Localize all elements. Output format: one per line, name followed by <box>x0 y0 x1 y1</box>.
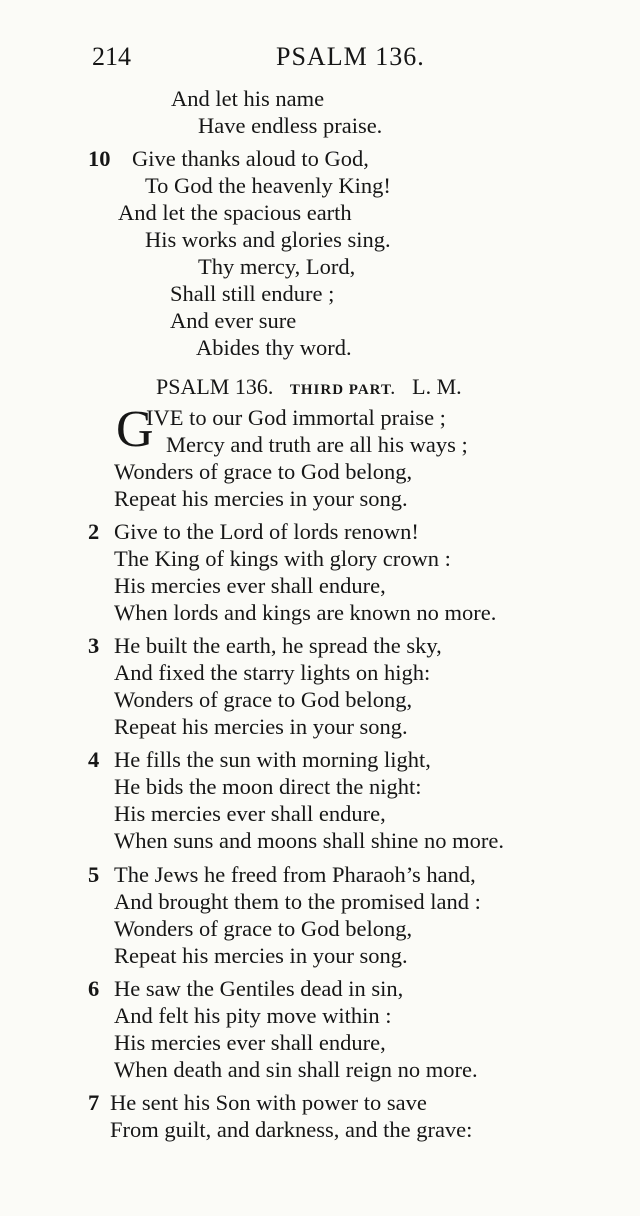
verse-line: When suns and moons shall shine no more. <box>114 828 504 853</box>
verse-line: Wonders of grace to God belong, <box>114 687 413 712</box>
verse-number: 2 <box>88 519 100 544</box>
verse-number: 4 <box>88 747 100 772</box>
verse-line: His mercies ever shall endure, <box>114 801 386 826</box>
verse-line: Repeat his mercies in your song. <box>114 486 408 511</box>
section-heading <box>156 374 462 400</box>
verse-line: He fills the sun with morning light, <box>114 747 431 772</box>
section-psalm: PSALM 136. <box>156 374 274 399</box>
running-title: PSALM 136. <box>276 42 425 71</box>
page-header <box>0 42 640 82</box>
drop-cap: G <box>116 401 154 458</box>
verse-line: Wonders of grace to God belong, <box>114 459 413 484</box>
verse-line: His mercies ever shall endure, <box>114 573 386 598</box>
verse-line: IVE to our God immortal praise ; <box>146 405 446 430</box>
verse-line: Mercy and truth are all his ways ; <box>166 432 468 457</box>
verse-line: To God the heavenly King! <box>145 173 391 198</box>
verse-line: And fixed the starry lights on high: <box>114 660 431 685</box>
verse-line: He saw the Gentiles dead in sin, <box>114 976 404 1001</box>
verse-line: His works and glories sing. <box>145 227 391 252</box>
verse-number: 5 <box>88 862 100 887</box>
verse-line: Give thanks aloud to God, <box>132 146 369 171</box>
section-meter: L. M. <box>412 374 462 399</box>
verse-line: Thy mercy, Lord, <box>198 254 356 279</box>
verse-line: He built the earth, he spread the sky, <box>114 633 442 658</box>
verse-line: Have endless praise. <box>198 113 383 138</box>
verse-line: Wonders of grace to God belong, <box>114 916 413 941</box>
verse-line: From guilt, and darkness, and the grave: <box>110 1117 473 1142</box>
page-number: 214 <box>92 42 131 71</box>
verse-line: He sent his Son with power to save <box>110 1090 427 1115</box>
verse-line: The Jews he freed from Pharaoh’s hand, <box>114 862 476 887</box>
section-part: THIRD PART. <box>289 382 396 398</box>
verse-line: Repeat his mercies in your song. <box>114 714 408 739</box>
verse-number: 6 <box>88 976 100 1001</box>
verse-line: When death and sin shall reign no more. <box>114 1057 478 1082</box>
verse-number: 3 <box>88 633 100 658</box>
verse-number: 10 <box>88 146 111 171</box>
verse-line: And brought them to the promised land : <box>114 889 481 914</box>
verse-number: 7 <box>88 1090 100 1115</box>
verse-line: Give to the Lord of lords renown! <box>114 519 419 544</box>
verse-line: And felt his pity move within : <box>114 1003 392 1028</box>
verse-line: And let his name <box>171 86 325 111</box>
verse-line: Abides thy word. <box>196 335 352 360</box>
verse-line: Repeat his mercies in your song. <box>114 943 408 968</box>
verse-line: His mercies ever shall endure, <box>114 1030 386 1055</box>
verse-line: And let the spacious earth <box>118 200 352 225</box>
verse-line: Shall still endure ; <box>170 281 335 306</box>
verse-line: And ever sure <box>170 308 297 333</box>
verse-line: He bids the moon direct the night: <box>114 774 422 799</box>
verse-line: The King of kings with glory crown : <box>114 546 451 571</box>
verse-line: When lords and kings are known no more. <box>114 600 497 625</box>
